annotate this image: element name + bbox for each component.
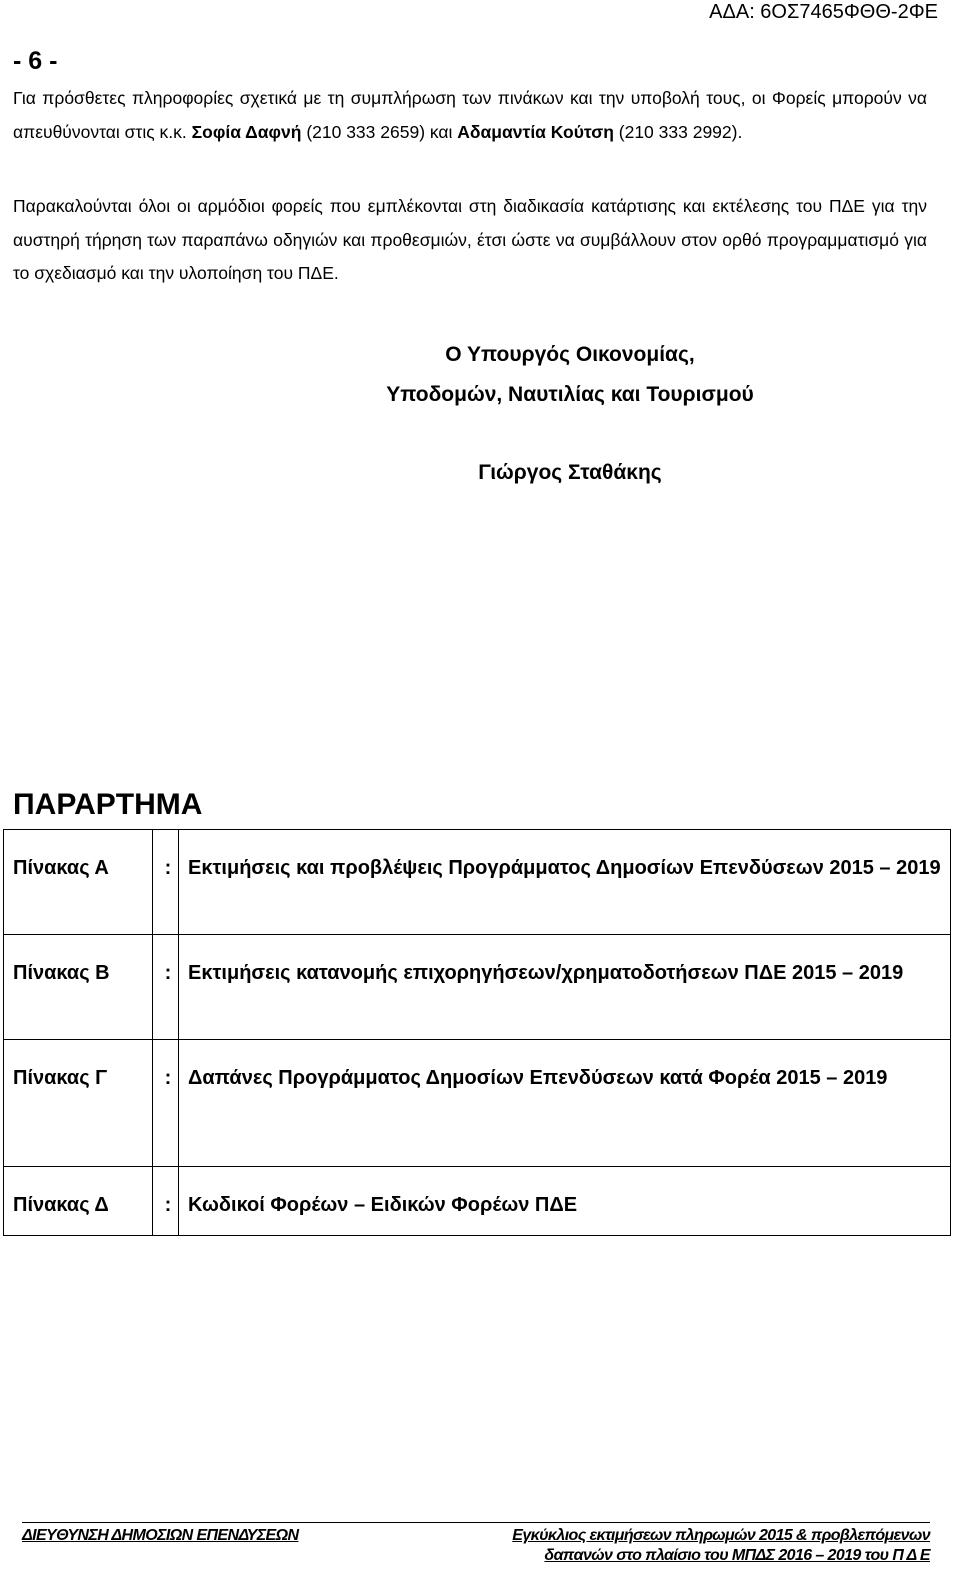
annex-row-label: Πίνακας Β <box>4 935 153 1040</box>
footer-circular-line-1: Εγκύκλιος εκτιμήσεων πληρωμών 2015 & προβλεπόμενων <box>512 1527 930 1544</box>
contact-phone-1: (210 333 2659) και <box>301 121 458 142</box>
contact-name-2: Αδαμαντία Κούτση <box>457 121 614 142</box>
signature-title-line-2: Υποδομών, Ναυτιλίας και Τουρισμού <box>386 383 754 406</box>
annex-row <box>4 935 951 1040</box>
annex-table <box>3 829 951 1236</box>
ada-code: ΑΔΑ: 6ΟΣ7465ΦΘΘ-2ΦΕ <box>709 1 938 23</box>
page-number: - 6 - <box>13 47 58 75</box>
annex-row-separator: : <box>153 935 179 1040</box>
contact-paragraph <box>13 82 927 149</box>
annex-row-label: Πίνακας Α <box>4 830 153 935</box>
annex-row-label: Πίνακας Δ <box>4 1167 153 1236</box>
contact-phone-2: (210 333 2992). <box>613 121 743 142</box>
signature-name: Γιώργος Σταθάκης <box>478 461 662 484</box>
annex-row-description: Κωδικοί Φορέων – Ειδικών Φορέων ΠΔΕ <box>179 1167 951 1236</box>
contact-name-1: Σοφία Δαφνή <box>191 121 302 142</box>
annex-row <box>4 1167 951 1236</box>
annex-row <box>4 1040 951 1167</box>
annex-row-label: Πίνακας Γ <box>4 1040 153 1167</box>
annex-row <box>4 830 951 935</box>
footer-circular-line-2: δαπανών στο πλαίσιο του ΜΠΔΣ 2016 – 2019 του Π Δ Ε <box>544 1547 930 1564</box>
compliance-paragraph: Παρακαλούνται όλοι οι αρμόδιοι φορείς που εμπλέκονται στη διαδικασία κατάρτισης και εκτέλεσης του ΠΔΕ για την αυστηρή τήρηση των παραπάνω οδηγιών και προθεσμιών, έτσι ώστε να συμβάλλουν στον ορθό προγραμματισμό για το σχεδιασμό και την υλοποίηση του ΠΔΕ. <box>13 196 927 283</box>
annex-row-separator: : <box>153 830 179 935</box>
annex-row-separator: : <box>153 1167 179 1236</box>
contact-paragraph-text: Για πρόσθετες πληροφορίες σχετικά με τη συμπλήρωση των πινάκων και την υποβολή τους, οι Φορείς μπορούν να απευθύνονται στις κ.κ. <box>13 88 927 142</box>
footer-circular-title <box>460 1526 930 1566</box>
signature-title-line-1: Ο Υπουργός Οικονομίας, <box>445 343 695 366</box>
footer-department: ΔΙΕΥΘΥΝΣΗ ΔΗΜΟΣΙΩΝ ΕΠΕΝΔΥΣΕΩΝ <box>22 1527 299 1544</box>
annex-row-description: Δαπάνες Προγράμματος Δημοσίων Επενδύσεων κατά Φορέα 2015 – 2019 <box>179 1040 951 1167</box>
annex-heading: ΠΑΡΑΡΤΗΜΑ <box>13 788 203 821</box>
annex-row-description: Εκτιμήσεις κατανομής επιχορηγήσεων/χρηματοδοτήσεων ΠΔΕ 2015 – 2019 <box>179 935 951 1040</box>
annex-row-description: Εκτιμήσεις και προβλέψεις Προγράμματος Δημοσίων Επενδύσεων 2015 – 2019 <box>179 830 951 935</box>
footer-divider <box>22 1522 930 1523</box>
annex-row-separator: : <box>153 1040 179 1167</box>
